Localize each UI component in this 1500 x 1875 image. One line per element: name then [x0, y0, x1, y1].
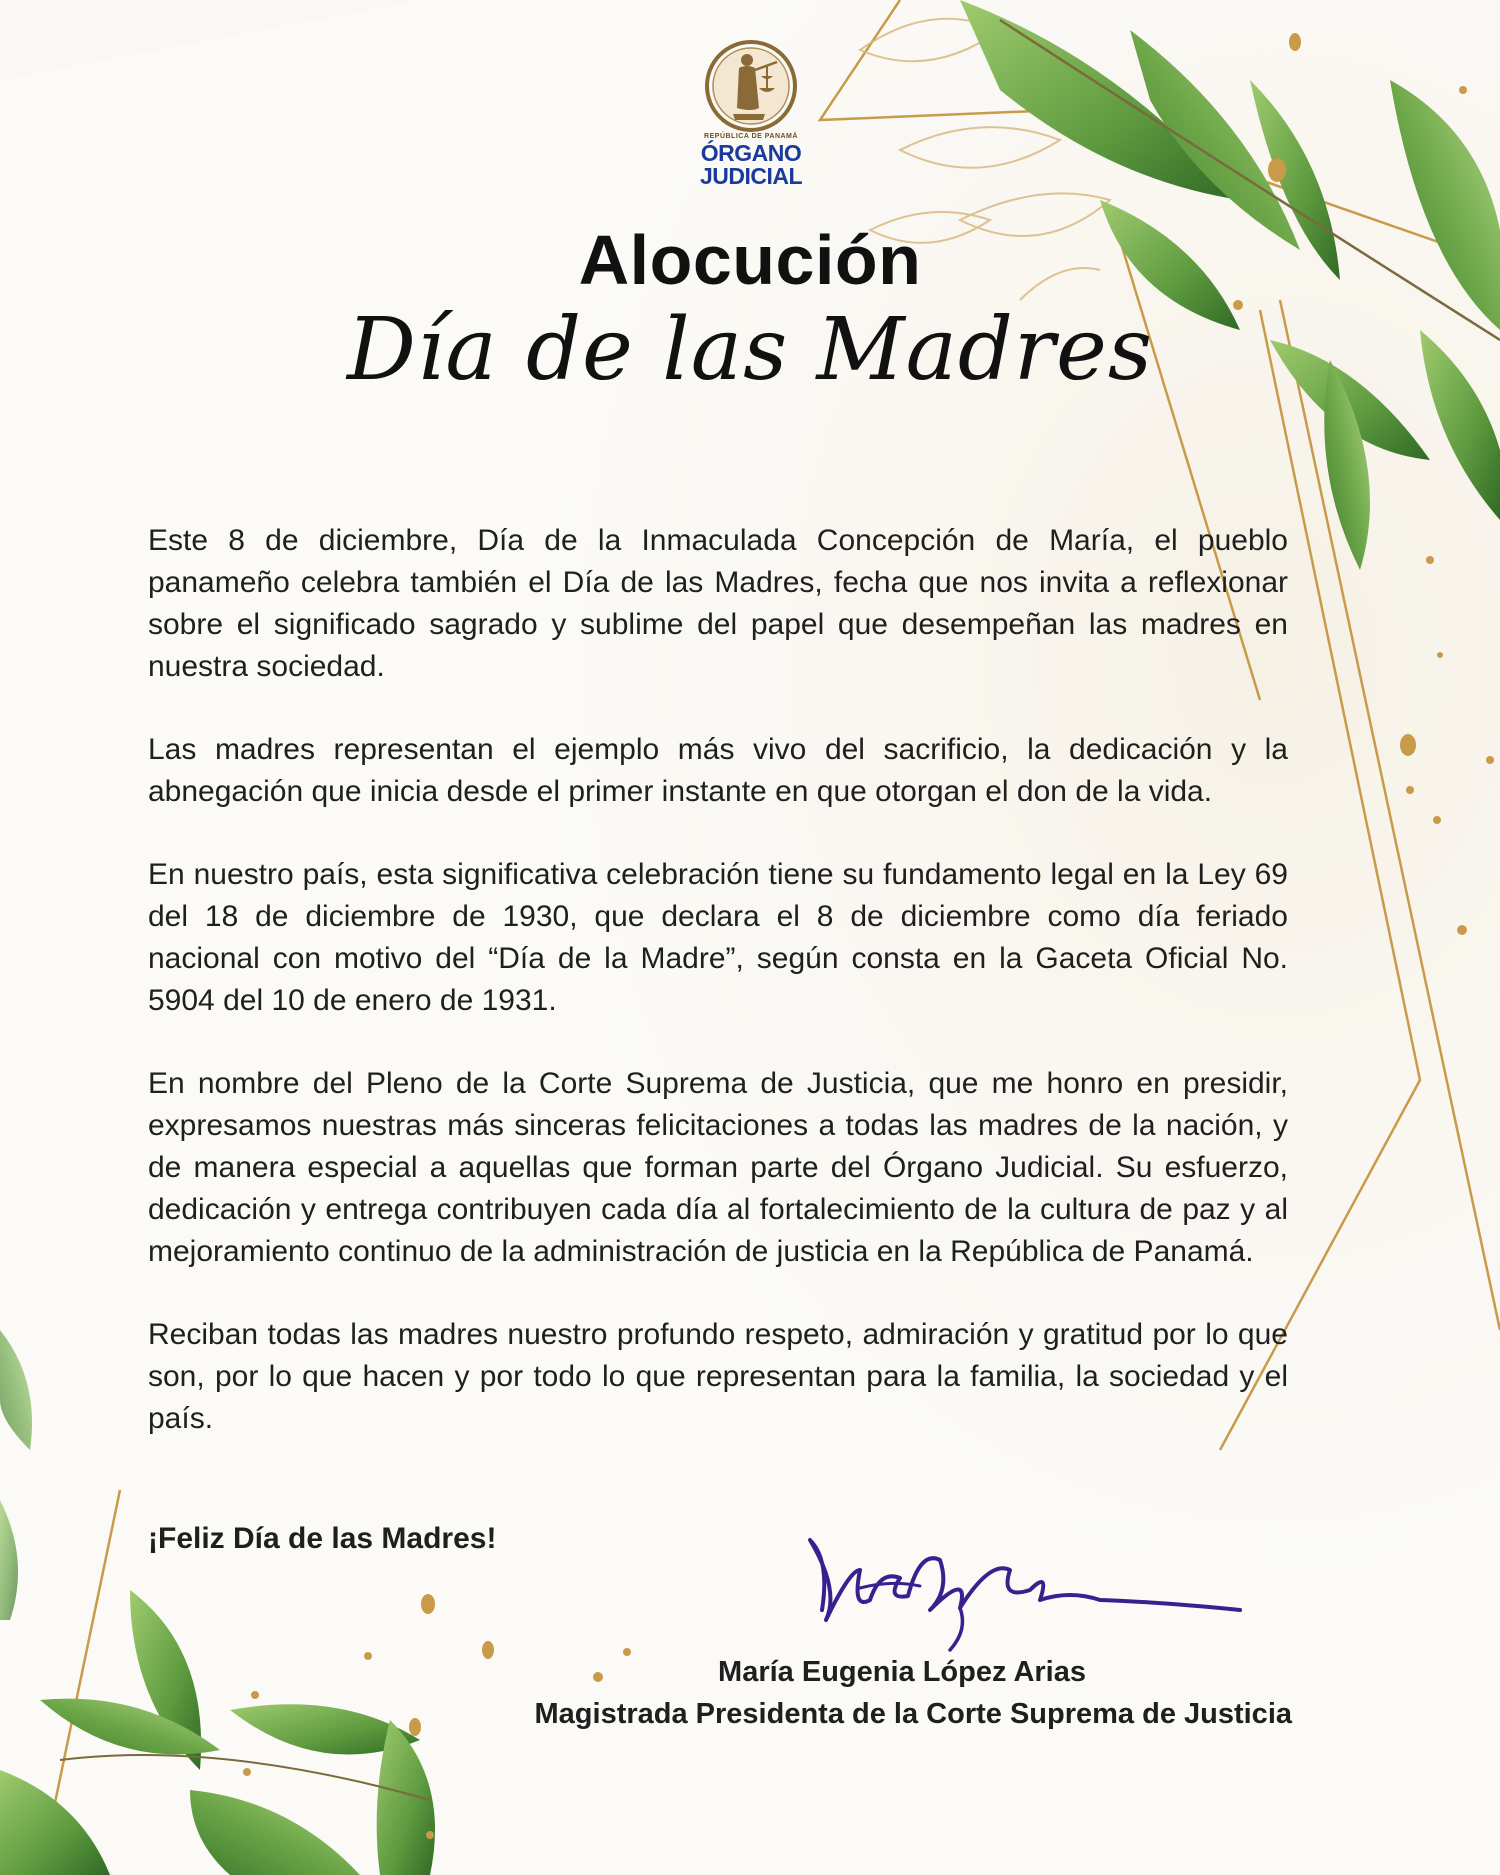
page-subtitle: Día de las Madres [346, 300, 1154, 400]
justice-scales-icon [703, 38, 799, 134]
page-title: Alocución [578, 221, 922, 299]
closing-greeting: ¡Feliz Día de las Madres! [148, 1522, 497, 1555]
paragraph: Reciban todas las madres nuestro profundo respeto, admiración y gratitud por lo que son, por lo que hacen y por todo lo que representan para la familia, la sociedad y el país. [148, 1318, 1288, 1435]
paragraph: En nombre del Pleno de la Corte Suprema de Justicia, que me honro en presidir, expresamos nuestras más sinceras felicitaciones a todas las madres de la nación, y de manera especial a aquellas que forman parte del Órgano Judicial. Su esfuerzo, dedicación y entrega contribuyen cada día al fortalecimiento de la cultura de paz y al mejoramiento continuo de la administración de justicia en la República de Panamá. [148, 1067, 1288, 1268]
signer-name: María Eugenia López Arias [718, 1656, 1086, 1688]
logo-line-1: ÓRGANO [700, 140, 802, 166]
logo-line-2: JUDICIAL [699, 163, 803, 189]
signer-position: Magistrada Presidenta de la Corte Suprema de Justicia [534, 1698, 1292, 1730]
paragraph: Este 8 de diciembre, Día de la Inmaculada Concepción de María, el pueblo panameño celebra también el Día de las Madres, fecha que nos invita a reflexionar sobre el significado sagrado y sublime del papel que desempeñan las madres en nuestra sociedad. [148, 524, 1288, 683]
speech-body [148, 520, 1288, 1481]
organo-judicial-logo [692, 38, 810, 188]
paragraph: Las madres representan el ejemplo más vivo del sacrificio, la dedicación y la abnegación que inicia desde el primer instante en que otorgan el don de la vida. [148, 733, 1288, 808]
handwritten-signature [800, 1530, 1260, 1660]
paragraph: En nuestro país, esta significativa celebración tiene su fundamento legal en la Ley 69 del 18 de diciembre de 1930, que declara el 8 de diciembre como día feriado nacional con motivo del “Día de la Madre”, según consta en la Gaceta Oficial No. 5904 del 10 de enero de 1931. [148, 858, 1288, 1017]
logo-country-text: REPÚBLICA DE PANAMÁ [704, 133, 798, 140]
